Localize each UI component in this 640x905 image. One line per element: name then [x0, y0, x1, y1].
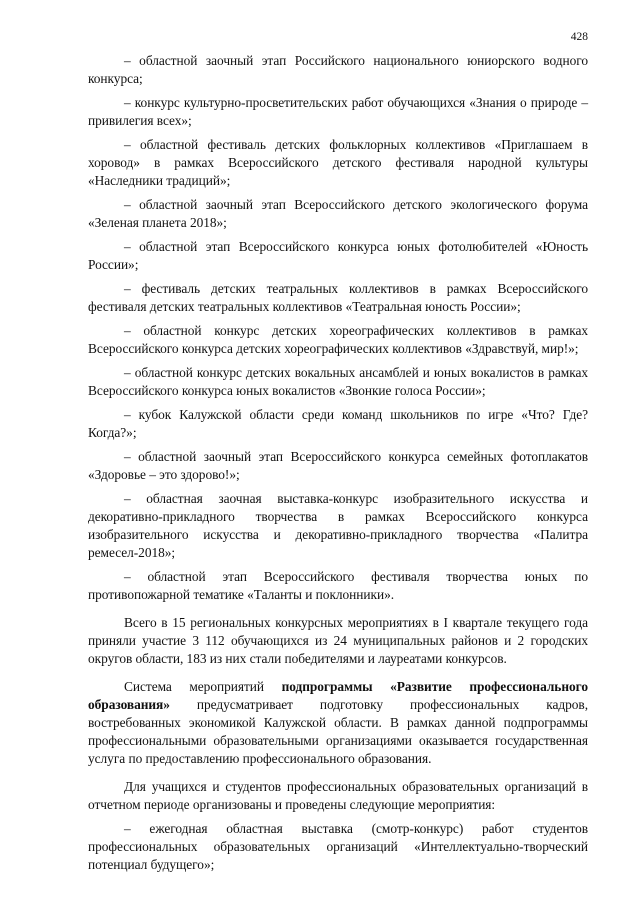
list-item: – областной конкурс детских хореографических коллективов в рамках Всероссийского конкурса детских хореографических коллективов «Здравствуй, мир!»; [88, 323, 588, 356]
students-intro-paragraph: Для учащихся и студентов профессиональных образовательных организаций в отчетном периоде организованы и проведены следующие мероприятия: [88, 779, 588, 812]
summary-paragraph: Всего в 15 региональных конкурсных мероприятиях в I квартале текущего года приняли участие 3 112 обучающихся из 24 муниципальных районов и 2 городских округов области, 183 из них стали победителями и лауреатами конкурсов. [88, 615, 588, 666]
list-item: – ежегодная областная выставка (смотр-конкурс) работ студентов профессиональных образовательных организаций «Интеллектуально-творческий потенциал будущего»; [88, 821, 588, 872]
subprogram-text: предусматривает подготовку профессиональных кадров, востребованных экономикой Калужской области. В рамках данной подпрограммы профессиональными образовательными организациями оказывается государственная услуга по предоставлению профессионального образования. [88, 697, 588, 766]
page-number: 428 [570, 31, 588, 43]
list-item: – областной этап Всероссийского конкурса юных фотолюбителей «Юность России»; [88, 239, 588, 272]
list-item: – областной заочный этап Всероссийского детского экологического форума «Зеленая планета 2018»; [88, 197, 588, 230]
list-item: – областная заочная выставка-конкурс изобразительного искусства и декоративно-прикладного творчества в рамках Всероссийского конкурса изобразительного искусства и декоративно-прикладного творчества «Палитра ремесел-2018»; [88, 491, 588, 560]
document-body [88, 52, 588, 880]
subprogram-prefix: Система мероприятий [124, 679, 282, 694]
list-item: – областной заочный этап Всероссийского конкурса семейных фотоплакатов «Здоровье – это здорово!»; [88, 449, 588, 482]
subprogram-paragraph [88, 678, 588, 768]
list-item: – кубок Калужской области среди команд школьников по игре «Что? Где? Когда?»; [88, 407, 588, 440]
list-item: – областной этап Всероссийского фестиваля творчества юных по противопожарной тематике «Таланты и поклонники». [88, 569, 588, 602]
list-item: – областной фестиваль детских фольклорных коллективов «Приглашаем в хоровод» в рамках Всероссийского детского фестиваля народной культуры «Наследники традиций»; [88, 137, 588, 188]
list-item: – фестиваль детских театральных коллективов в рамках Всероссийского фестиваля детских театральных коллективов «Театральная юность России»; [88, 281, 588, 314]
subprogram-title: подпрограммы «Развитие профессионального образования» [88, 679, 588, 712]
list-item: – областной конкурс детских вокальных ансамблей и юных вокалистов в рамках Всероссийского конкурса юных вокалистов «Звонкие голоса России»; [88, 365, 588, 398]
list-item: – областной заочный этап Российского национального юниорского водного конкурса; [88, 53, 588, 86]
list-item: – конкурс культурно-просветительских работ обучающихся «Знания о природе – привилегия всех»; [88, 95, 588, 128]
